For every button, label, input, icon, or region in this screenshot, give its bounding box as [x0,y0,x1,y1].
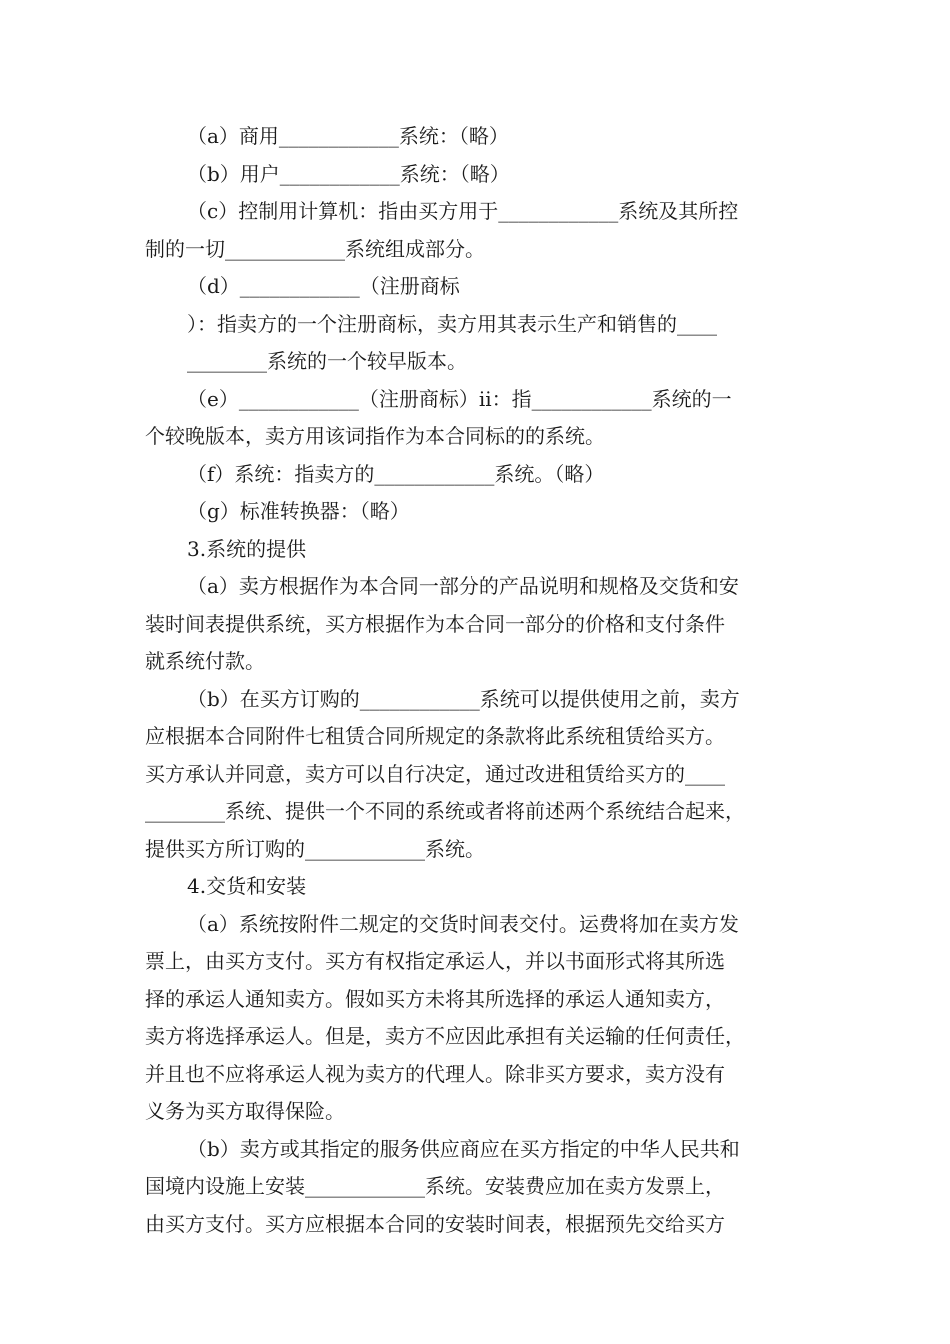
text-line: ）：指卖方的一个注册商标，卖方用其表示生产和销售的____ [187,311,717,336]
text-line: 票上，由买方支付。买方有权指定承运人，并以书面形式将其所选 [145,949,725,973]
text-line: 卖方将选择承运人。但是，卖方不应因此承担有关运输的任何责任， [145,1024,745,1048]
text-line: （b）在买方订购的____________系统可以提供使用之前，卖方 [187,686,740,711]
text-line: 并且也不应将承运人视为卖方的代理人。除非买方要求，卖方没有 [145,1061,725,1086]
text-line: （b）用户____________系统：（略） [187,161,510,186]
text-line: 义务为买方取得保险。 [145,1099,345,1123]
text-line: 择的承运人通知卖方。假如买方未将其所选择的承运人通知卖方， [145,986,725,1011]
text-line: 国境内设施上安装____________系统。安装费应加在卖方发票上， [145,1174,725,1198]
text-line: （a）卖方根据作为本合同一部分的产品说明和规格及交货和安 [187,574,739,598]
text-line: 由买方支付。买方应根据本合同的安装时间表，根据预先交给买方 [145,1211,725,1236]
text-line: ________系统、提供一个不同的系统或者将前述两个系统结合起来， [145,799,745,823]
text-line: 制的一切____________系统组成部分。 [145,236,485,261]
text-line: （b）卖方或其指定的服务供应商应在买方指定的中华人民共和 [187,1136,740,1161]
text-line: 个较晚版本，卖方用该词指作为本合同标的的系统。 [145,424,605,448]
text-line: （a）商用____________系统：（略） [187,124,509,148]
text-line: 就系统付款。 [145,649,265,673]
text-line: （g）标准转换器：（略） [187,499,410,523]
text-line: 应根据本合同附件七租赁合同所规定的条款将此系统租赁给买方。 [145,724,725,748]
text-line: ________系统的一个较早版本。 [187,349,467,373]
text-line: 买方承认并同意，卖方可以自行决定，通过改进租赁给买方的____ [145,761,725,786]
section-heading: 3.系统的提供 [187,536,307,561]
text-line: （d）____________（注册商标 [187,274,460,298]
section-heading: 4.交货和安装 [187,874,307,898]
text-line: （f）系统：指卖方的____________系统。（略） [187,461,605,486]
contract-body [145,118,807,1243]
text-line: 装时间表提供系统，买方根据作为本合同一部分的价格和支付条件 [145,611,725,636]
text-line: （a）系统按附件二规定的交货时间表交付。运费将加在卖方发 [187,911,739,936]
text-line: （c）控制用计算机：指由买方用于____________系统及其所控 [187,199,739,223]
text-line: 提供买方所订购的____________系统。 [145,836,485,861]
text-line: （e）____________（注册商标）ii：指____________系统的一 [187,386,732,411]
